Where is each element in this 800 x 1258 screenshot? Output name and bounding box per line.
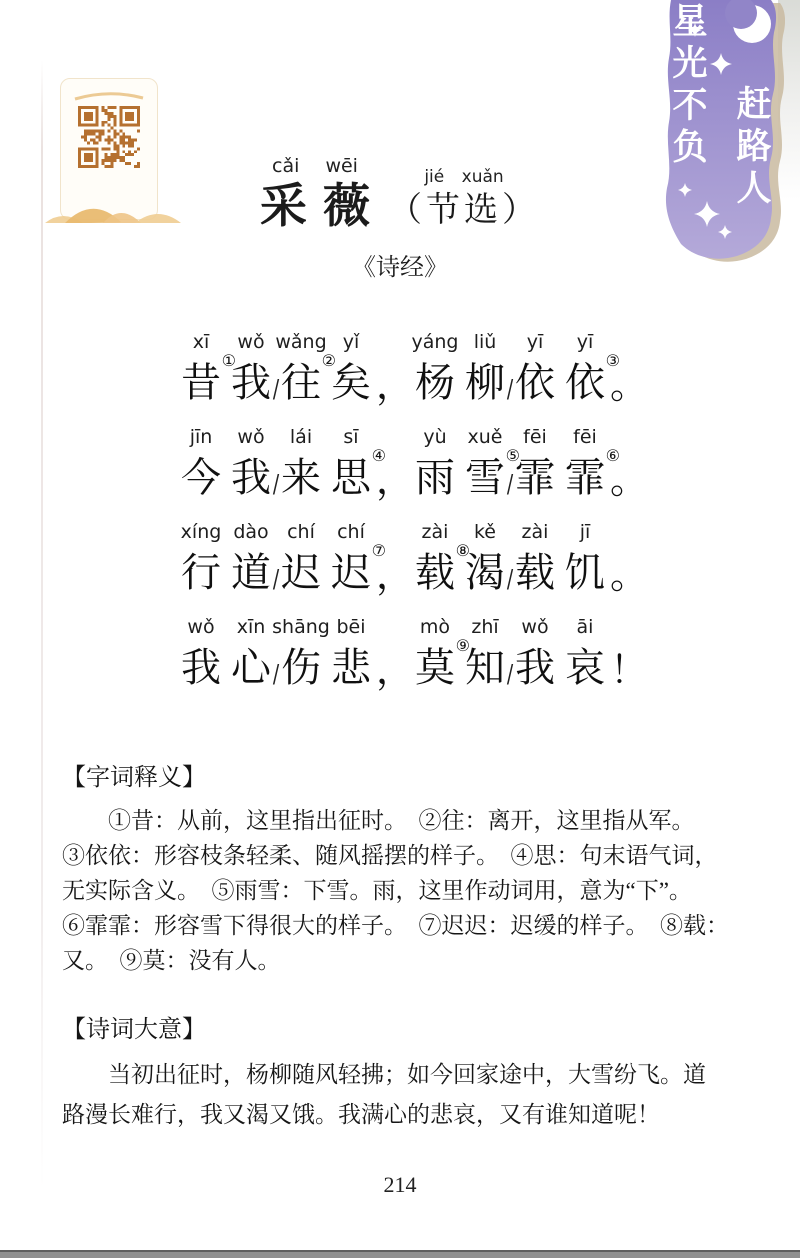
poem-character: 载 bbox=[515, 550, 555, 595]
pinyin: fēi bbox=[573, 426, 597, 448]
annotations-lines bbox=[62, 803, 752, 978]
pause-slash-icon: / bbox=[506, 564, 514, 593]
poem-syllable bbox=[276, 426, 326, 505]
poem-syllable bbox=[510, 331, 560, 410]
poem-syllable bbox=[176, 616, 226, 695]
pinyin: lái bbox=[289, 426, 313, 448]
poem-syllable bbox=[410, 426, 460, 505]
pause-slash-icon: / bbox=[272, 659, 280, 688]
poem-character: 载 ⑧ bbox=[415, 541, 470, 595]
poem-subtitle: （节选） bbox=[388, 192, 540, 229]
poem-syllable bbox=[460, 331, 510, 410]
poem-line bbox=[176, 426, 649, 506]
pause-slash-icon: / bbox=[272, 469, 280, 498]
banner-character: 人 bbox=[736, 169, 772, 208]
text-line: ①昔：从前，这里指出征时。 ②往：离开，这里指从军。 bbox=[108, 808, 695, 833]
poem-source: 《诗经》 bbox=[352, 255, 448, 281]
text-line: 路漫长难行，我又渴又饿。我满心的悲哀，又有谁知道呢！ bbox=[62, 1102, 660, 1127]
poem-character: 霏 ⑥ bbox=[565, 446, 620, 500]
poem-syllable bbox=[560, 331, 620, 410]
poem-syllable bbox=[560, 521, 610, 600]
scan-bottom-edge bbox=[0, 1250, 800, 1258]
poem-syllable bbox=[176, 426, 226, 505]
pinyin: zài bbox=[521, 521, 549, 543]
poem-body bbox=[176, 331, 649, 711]
pinyin: dào bbox=[233, 521, 269, 543]
pause-slash-icon: / bbox=[506, 659, 514, 688]
poem-syllable bbox=[460, 616, 510, 695]
poem-character: 雪 ⑤ bbox=[465, 446, 520, 500]
poem-character: 道 bbox=[231, 550, 271, 595]
poem-character: 行 bbox=[181, 550, 221, 595]
poem-syllable bbox=[410, 616, 470, 695]
annotation-number-marker: ⑤ bbox=[505, 446, 520, 465]
pinyin: fēi bbox=[523, 426, 547, 448]
banner-character: 星 bbox=[672, 2, 708, 41]
poem-syllable bbox=[226, 521, 276, 600]
poem-punctuation: 。 bbox=[610, 555, 649, 597]
poem-character: 哀 bbox=[565, 645, 605, 690]
banner-character: 负 bbox=[672, 128, 708, 167]
title-main-stack bbox=[260, 155, 386, 233]
poem-syllable bbox=[460, 426, 520, 505]
poem-line bbox=[176, 521, 649, 601]
poem-title: 采薇 bbox=[260, 181, 386, 233]
pinyin: yī bbox=[526, 331, 544, 353]
annotation-number-marker: ① bbox=[221, 351, 236, 370]
pinyin: wǒ bbox=[237, 331, 265, 353]
text-line: 当初出征时，杨柳随风轻拂；如今回家途中，大雪纷飞。道 bbox=[108, 1062, 706, 1087]
poem-character: 来 bbox=[281, 455, 321, 500]
poem-syllable bbox=[410, 331, 460, 410]
pinyin: bēi bbox=[336, 616, 366, 638]
pinyin: wǎng bbox=[275, 331, 327, 353]
pinyin: zhī bbox=[471, 616, 499, 638]
pinyin: wǒ bbox=[521, 616, 549, 638]
annotations-heading: 【字词释义】 bbox=[62, 765, 206, 791]
pause-slash-icon: / bbox=[272, 374, 280, 403]
text-line: ③依依：形容枝条轻柔、随风摇摆的样子。 ④思：句末语气词， bbox=[62, 843, 718, 868]
banner-text-column-2 bbox=[733, 84, 775, 210]
poem-syllable bbox=[560, 616, 610, 695]
pinyin: yáng bbox=[411, 331, 459, 353]
poem-punctuation: ！ bbox=[610, 650, 649, 692]
title-sub-pinyin: jié xuǎn bbox=[424, 167, 504, 187]
poem-character: 昔 ① bbox=[181, 351, 236, 405]
poem-syllable bbox=[272, 616, 330, 695]
pinyin: chí bbox=[337, 521, 365, 543]
poem-syllable bbox=[276, 521, 326, 600]
poem-syllable bbox=[326, 616, 376, 695]
poem-syllable bbox=[226, 616, 276, 695]
poem-punctuation: 。 bbox=[610, 460, 649, 502]
poem-punctuation: ， bbox=[376, 650, 415, 692]
poem-syllable bbox=[560, 426, 620, 505]
banner-text-column-1 bbox=[669, 1, 711, 169]
pinyin: xī bbox=[192, 331, 210, 353]
poem-character: 雨 bbox=[415, 455, 455, 500]
poem-character: 依 ③ bbox=[565, 351, 620, 405]
poem-character: 霏 bbox=[515, 455, 555, 500]
poem-character: 迟 bbox=[281, 550, 321, 595]
annotation-number-marker: ④ bbox=[371, 446, 386, 465]
pinyin: xuě bbox=[467, 426, 503, 448]
pinyin: yī bbox=[576, 331, 594, 353]
poem-punctuation: ， bbox=[376, 460, 415, 502]
poem-character: 杨 bbox=[415, 360, 455, 405]
text-line: 又。 ⑨莫：没有人。 bbox=[62, 948, 281, 973]
poem-syllable bbox=[176, 521, 226, 600]
cloud-decoration-icon bbox=[69, 89, 149, 101]
meaning-lines bbox=[62, 1055, 752, 1135]
pinyin: xīn bbox=[236, 616, 266, 638]
title-sub-stack bbox=[388, 167, 540, 233]
meaning-heading: 【诗词大意】 bbox=[62, 1017, 206, 1043]
pinyin: wǒ bbox=[187, 616, 215, 638]
pinyin: yǐ bbox=[342, 331, 360, 353]
poem-character: 悲 bbox=[331, 645, 371, 690]
banner-character: 不 bbox=[672, 86, 708, 125]
poem-character: 饥 bbox=[565, 550, 605, 595]
pinyin: jī bbox=[579, 521, 591, 543]
pinyin: zài bbox=[421, 521, 449, 543]
title-main-pinyin: cǎi wēi bbox=[272, 155, 358, 177]
pinyin: liǔ bbox=[473, 331, 497, 353]
poem-character: 我 bbox=[515, 645, 555, 690]
text-line: 无实际含义。 ⑤雨雪：下雪。雨，这里作动词用，意为“下”。 bbox=[62, 878, 692, 903]
pinyin: āi bbox=[576, 616, 594, 638]
pinyin: yù bbox=[423, 426, 447, 448]
poem-syllable bbox=[510, 521, 560, 600]
poem-character: 迟 ⑦ bbox=[331, 541, 386, 595]
annotation-number-marker: ⑦ bbox=[371, 541, 386, 560]
poem-character: 矣 bbox=[331, 360, 371, 405]
page-number: 214 bbox=[383, 1172, 417, 1197]
poem-character: 思 ④ bbox=[331, 446, 386, 500]
pause-slash-icon: / bbox=[506, 374, 514, 403]
poem-syllable bbox=[275, 331, 336, 410]
poem-character: 我 bbox=[231, 455, 271, 500]
pinyin: mò bbox=[419, 616, 451, 638]
pinyin: kě bbox=[473, 521, 496, 543]
poem-character: 柳 bbox=[465, 360, 505, 405]
poem-punctuation: 。 bbox=[610, 365, 649, 407]
meaning-section bbox=[62, 1014, 752, 1135]
annotations-section bbox=[62, 762, 752, 978]
poem-character: 我 bbox=[181, 645, 221, 690]
poem-character: 我 bbox=[231, 360, 271, 405]
poem-line bbox=[176, 616, 649, 696]
annotation-number-marker: ⑨ bbox=[455, 636, 470, 655]
poem-punctuation: ， bbox=[376, 555, 415, 597]
banner-character: 光 bbox=[672, 44, 708, 83]
pinyin: shāng bbox=[272, 616, 330, 638]
annotation-number-marker: ③ bbox=[605, 351, 620, 370]
poem-syllable bbox=[226, 426, 276, 505]
annotation-number-marker: ⑥ bbox=[605, 446, 620, 465]
poem-syllable bbox=[176, 331, 236, 410]
pinyin: jīn bbox=[189, 426, 213, 448]
poem-character: 往 ② bbox=[281, 351, 336, 405]
poem-syllable bbox=[326, 521, 386, 600]
poem-punctuation: ， bbox=[376, 365, 415, 407]
poem-syllable bbox=[326, 426, 386, 505]
poem-character: 知 bbox=[465, 645, 505, 690]
pause-slash-icon: / bbox=[272, 564, 280, 593]
poem-syllable bbox=[510, 426, 560, 505]
pause-slash-icon: / bbox=[506, 469, 514, 498]
banner-character: 赶 bbox=[736, 85, 772, 124]
text-line: ⑥霏霏：形容雪下得很大的样子。 ⑦迟迟：迟缓的样子。 ⑧载： bbox=[62, 913, 729, 938]
poem-syllable bbox=[410, 521, 470, 600]
poem-syllable bbox=[226, 331, 276, 410]
poem-character: 今 bbox=[181, 455, 221, 500]
poem-character: 心 bbox=[231, 645, 271, 690]
annotation-number-marker: ② bbox=[321, 351, 336, 370]
pinyin: xíng bbox=[180, 521, 222, 543]
poem-character: 莫 ⑨ bbox=[415, 636, 470, 690]
poem-syllable bbox=[326, 331, 376, 410]
poem-character: 渴 bbox=[465, 550, 505, 595]
poem-line bbox=[176, 331, 649, 411]
poem-character: 依 bbox=[515, 360, 555, 405]
pinyin: sī bbox=[343, 426, 359, 448]
pinyin: wǒ bbox=[237, 426, 265, 448]
poem-syllable bbox=[460, 521, 510, 600]
pinyin: chí bbox=[287, 521, 315, 543]
poem-character: 伤 bbox=[281, 645, 321, 690]
poem-syllable bbox=[510, 616, 560, 695]
annotation-number-marker: ⑧ bbox=[455, 541, 470, 560]
banner-character: 路 bbox=[736, 127, 772, 166]
